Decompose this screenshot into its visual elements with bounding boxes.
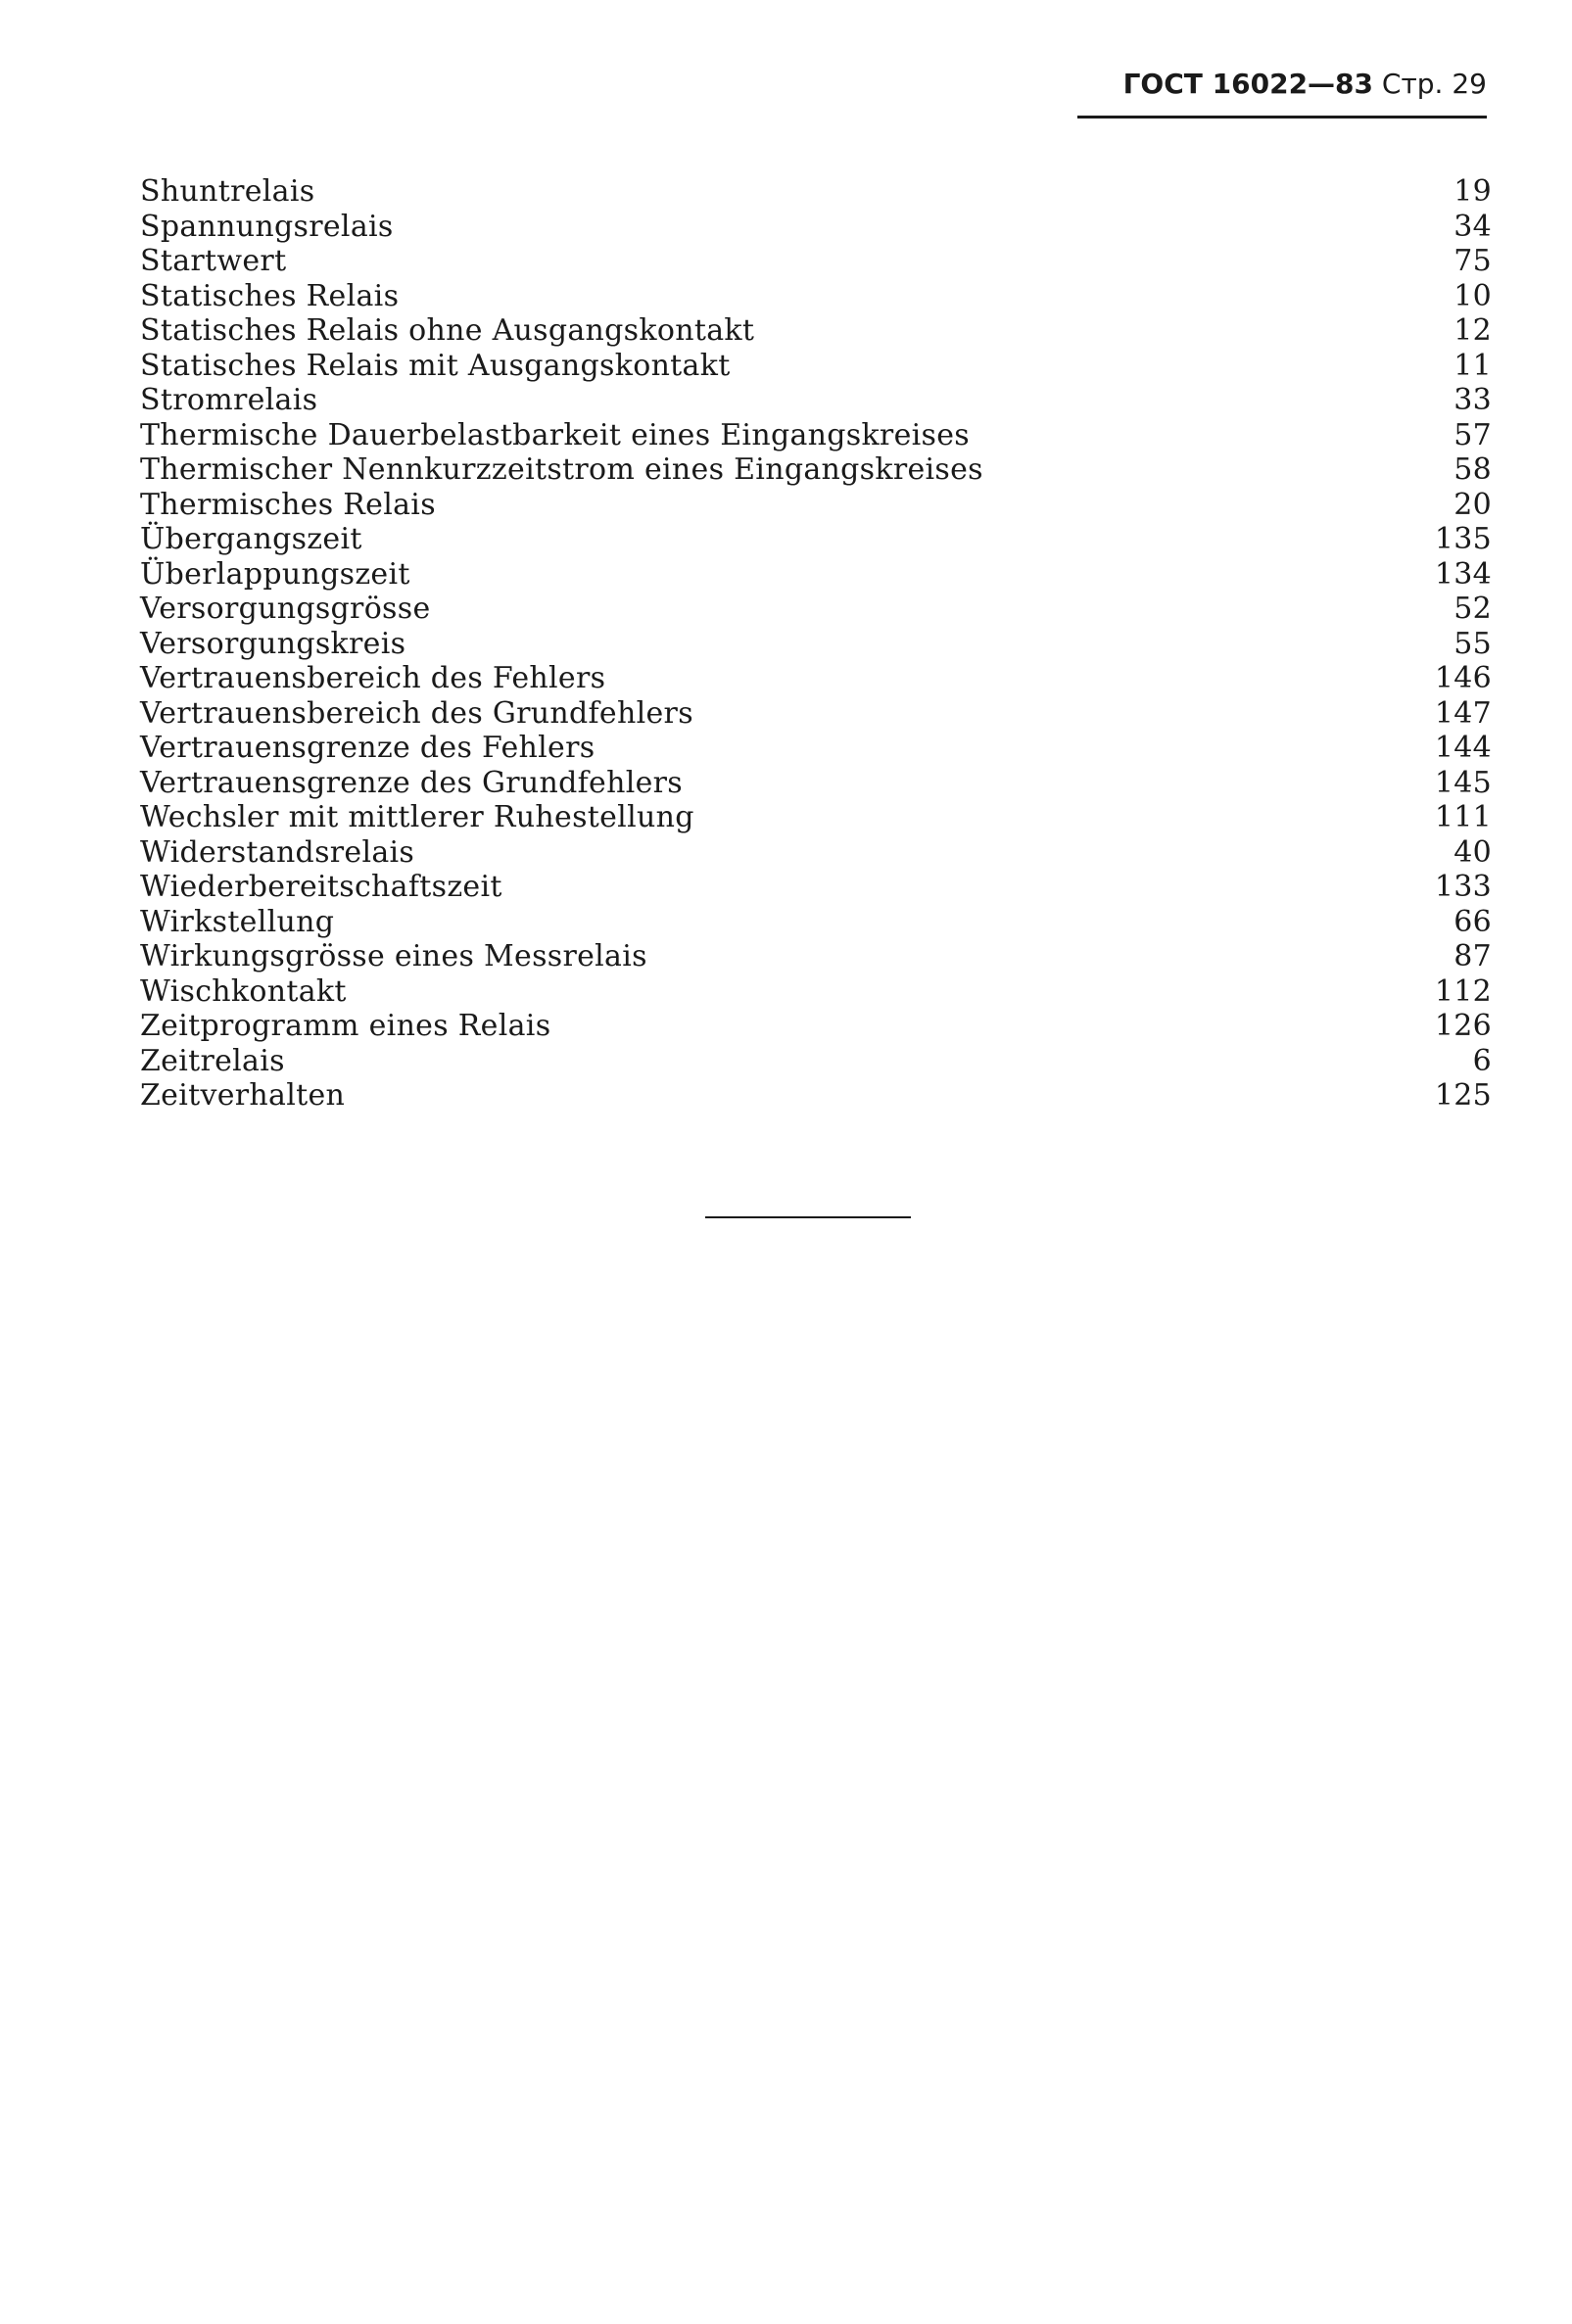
index-term: Thermisches Relais <box>140 487 436 522</box>
index-page: 144 <box>1434 731 1492 765</box>
index-page: 34 <box>1453 209 1492 244</box>
index-term: Thermischer Nennkurzzeitstrom eines Eingangskreises <box>140 452 983 487</box>
index-entry <box>140 349 1492 384</box>
index-page: 52 <box>1453 592 1492 626</box>
index-entry <box>140 974 1492 1010</box>
index-term: Zeitprogramm eines Relais <box>140 1009 551 1043</box>
index-term: Übergangszeit <box>140 522 362 556</box>
index-entry <box>140 1009 1492 1044</box>
index-page: 12 <box>1453 313 1492 348</box>
index-entry <box>140 313 1492 349</box>
index-page: 135 <box>1434 522 1492 556</box>
index-entry <box>140 731 1492 766</box>
index-term: Wechsler mit mittlerer Ruhestellung <box>140 800 694 834</box>
index-page: 19 <box>1453 174 1492 209</box>
index-term: Statisches Relais ohne Ausgangskontakt <box>140 313 755 348</box>
page-header <box>1077 65 1487 104</box>
index-entry <box>140 210 1492 245</box>
index-term: Statisches Relais <box>140 278 400 313</box>
index-entry <box>140 592 1492 627</box>
index-entry <box>140 174 1492 210</box>
index-entry <box>140 1044 1492 1079</box>
index-page: 20 <box>1453 487 1492 522</box>
index-term: Vertrauensbereich des Grundfehlers <box>140 695 693 731</box>
index-term: Wirkungsgrösse eines Messrelais <box>140 939 647 973</box>
index-page: 11 <box>1453 348 1492 383</box>
index-page: 33 <box>1453 383 1492 417</box>
index-entry <box>140 627 1492 662</box>
end-rule <box>705 1216 911 1218</box>
index-entry <box>140 522 1492 557</box>
index-page: 57 <box>1453 417 1492 452</box>
index-page: 147 <box>1434 695 1492 731</box>
index-term: Versorgungskreis <box>140 626 406 661</box>
page-number: Стр. 29 <box>1381 68 1487 100</box>
index-page: 125 <box>1434 1078 1492 1113</box>
index-entry <box>140 939 1492 974</box>
index-term: Shuntrelais <box>140 174 315 209</box>
standard-number: ГОСТ 16022—83 <box>1122 68 1374 100</box>
index-entry <box>140 557 1492 593</box>
index-term: Spannungsrelais <box>140 209 394 244</box>
index-entry <box>140 696 1492 732</box>
index-term: Vertrauensgrenze des Grundfehlers <box>140 765 684 800</box>
index-entry <box>140 383 1492 418</box>
index-term: Statisches Relais mit Ausgangskontakt <box>140 348 731 383</box>
index-page: 126 <box>1434 1009 1492 1043</box>
index-page: 40 <box>1453 834 1492 870</box>
index-page: 112 <box>1434 973 1492 1009</box>
index-term: Vertrauensbereich des Fehlers <box>140 661 606 695</box>
index-term: Versorgungsgrösse <box>140 592 431 626</box>
index-page: 87 <box>1453 939 1492 973</box>
index-page: 75 <box>1453 244 1492 278</box>
index-entry <box>140 835 1492 871</box>
index-entry <box>140 244 1492 279</box>
index-page: 146 <box>1434 661 1492 695</box>
index-term: Thermische Dauerbelastbarkeit eines Eingangskreises <box>140 417 970 452</box>
index-entry <box>140 661 1492 696</box>
index-page: 134 <box>1434 556 1492 592</box>
index-term: Wirkstellung <box>140 904 335 939</box>
index-page: 55 <box>1453 626 1492 661</box>
index-term: Wischkontakt <box>140 973 347 1009</box>
index-entry <box>140 418 1492 453</box>
index-term: Stromrelais <box>140 383 318 417</box>
index-entry <box>140 279 1492 314</box>
index-term: Überlappungszeit <box>140 556 410 592</box>
index-page: 6 <box>1472 1043 1492 1078</box>
index-term: Startwert <box>140 244 287 278</box>
index-entry <box>140 452 1492 488</box>
index-entry <box>140 1078 1492 1114</box>
index-entry <box>140 766 1492 801</box>
header-rule <box>1077 116 1487 119</box>
index-entry <box>140 870 1492 905</box>
index-list <box>140 174 1492 1114</box>
index-term: Vertrauensgrenze des Fehlers <box>140 731 595 765</box>
index-page: 145 <box>1434 765 1492 800</box>
index-term: Zeitrelais <box>140 1043 285 1078</box>
index-term: Zeitverhalten <box>140 1078 346 1113</box>
index-page: 58 <box>1453 452 1492 487</box>
index-page: 111 <box>1434 800 1492 834</box>
index-page: 10 <box>1453 278 1492 313</box>
index-page: 66 <box>1453 904 1492 939</box>
index-term: Wiederbereitschaftszeit <box>140 870 502 904</box>
index-entry <box>140 905 1492 940</box>
index-entry <box>140 800 1492 835</box>
index-entry <box>140 488 1492 523</box>
index-term: Widerstandsrelais <box>140 834 415 870</box>
index-page: 133 <box>1434 870 1492 904</box>
